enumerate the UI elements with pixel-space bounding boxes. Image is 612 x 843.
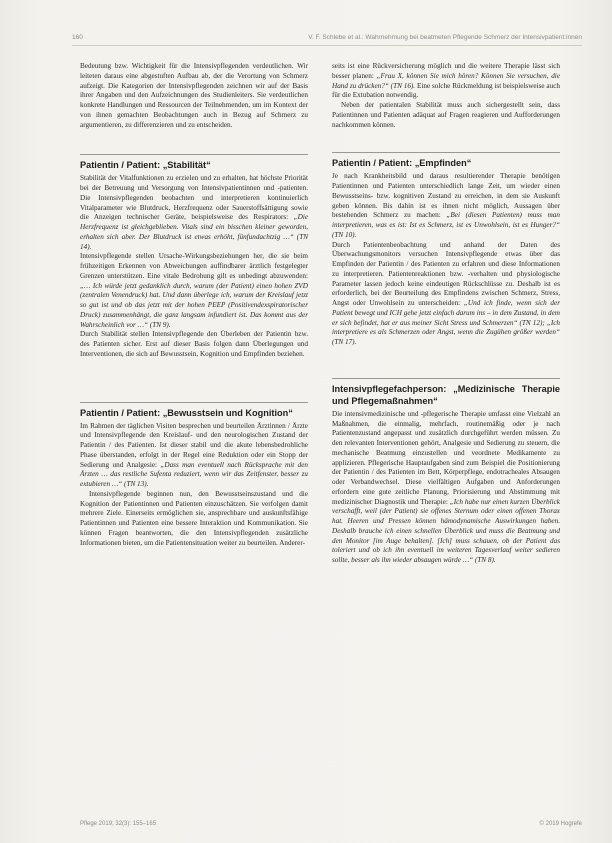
bewusstsein-quote-1: „Dass man eventuell nach Rücksprache mit den Ärzten … das restliche Sufenta reduziert, wenn wir das Zeitfenster, besser zu extubieren …“ (TN 13).	[80, 460, 308, 488]
empfinden-paragraph-1: Je nach Krankheitsbild und daraus resultierender Therapie benötigen Patientinnen und Patienten unterschiedlich lange Zeit, um wieder einen Bewusstseins- bzw. kognitiven Zustand zu erreichen, in dem sie Auskunft geben können. Bis dahin ist es ihnen nicht möglich, Aussagen über bestehenden Schmerz zu machen: „Bei (diesen Patienten) muss man interpretieren, was es ist: Ist es Schmerz, ist es Unwohlsein, ist es Hunger?“ (TN 10).	[332, 172, 560, 239]
right-column	[332, 62, 560, 566]
stabilitaet-quote-1: „Die Herzfrequenz ist gleichgeblieben. Vitals sind ein bisschen kleiner geworden, erhalten sich aber. Der Blutdruck ist etwas erhöht, fünfundachtzig …“ (TN 14).	[80, 213, 309, 251]
bewusstsein-paragraph-2: Intensivpflegende beginnen nun, den Bewusstseinszustand und die Kognition der Patientinnen und Patienten einzuschätzen. Sie verfolgen damit mehrere Ziele. Einerseits ermöglichen sie, ansprechbare und auskunftsfähige Patientinnen und Patienten eine bessere Interaktion und Kommunikation. Sie können Fragen beantworten, die den Intensivpflegenden zusätzliche Informationen bieten, um die Patientensituation weiter zu beurteilen. Anderer-	[80, 489, 308, 547]
bewusstsein-summary-paragraph: Neben der patientalen Stabilität muss auch sichergestellt sein, dass Patientinnen und Patienten adäquat auf Fragen reagieren und Aufforderungen nachkommen können.	[332, 101, 560, 129]
section-heading-bewusstsein: Patientin / Patient: „Bewusstsein und Kognition“	[80, 402, 308, 422]
left-column	[80, 62, 308, 548]
stabilitaet-quote-2: „… Ich würde jetzt gedanklich durch, warum (der Patient) einen hohen ZVD (zentralen Venendruck) hat. Und dann überlege ich, warum der Kreislauf jetzt so gut ist und ob das jetzt mit der hohen PEEP (Positivendexspiratorischer Druck) zusammenhängt, die ganz langsam infundiert ist. Das kommt aus der Wahrscheinlich vor …“ (TN 9).	[80, 281, 308, 329]
bewusstsein-paragraph-1: Im Rahmen der täglichen Visiten besprechen und beurteilen Ärztinnen / Ärzte und Intensivpflegende den Kreislauf- und den neurologischen Zustand der Patientin / des Patienten. Ist dieser stabil und die akute lebensbedrohliche Phase überstanden, erfolgt in der Regel eine Reduktion oder ein Stopp der Sedierung und Analgesie: „Dass man eventuell nach Rücksprache mit den Ärzten … das restliche Sufenta reduziert, wenn wir das Zeitfenster, besser zu extubieren …“ (TN 13).	[80, 421, 308, 488]
therapie-quote-1: „Ich habe nur einen kurzen Überblick verschafft, weil (der Patient) sie offenes Sternum oder einen offenen Thorax hat. Heeren und Pressen können hämodynamische Auswirkungen haben. Deshalb brauche ich einen schnellen Überblick und muss die Beatmung und den Monitor [im Auge behalten]. [Ich] muss schauen, ob der Patient das toleriert und ob ich ihn eventuell im weiteren Tagesverlauf weiter sedieren sollte, besser als ihn wieder absaugen würde …“ (TN 8).	[332, 497, 560, 564]
empfinden-paragraph-2: Durch Patientenbeobachtung und anhand der Daten des Überwachungsmonitors versuchen Intensivpflegende etwas über das Empfinden der Patientin / des Patienten zu erfahren und diese Informationen zu interpretieren. Patientenreaktionen bzw. -verhalten und physiologische Parameter lassen jedoch keine eindeutigen Rückschlüsse zu. Deshalb ist es erforderlich, bei der Beurteilung des Empfindens zwischen Schmerz, Stress, Angst oder Unwohlsein zu unterscheiden: „Und ich finde, wenn sich der Patient bewegt und ICH gehe jetzt einfach darum ins – in dem Zustand, in dem er sich befindet, hat er aus meiner Sicht Stress und Schmerzen“ (TN 12); „Ich interpretiere es als Schmerzen oder Angst, wenn die Zugühen größer werden“ (TN 17).	[332, 240, 561, 346]
empfinden-quote-2: „Und ich finde, wenn sich der Patient bewegt und ICH gehe jetzt einfach darum ins – in dem Zustand, in dem er sich befindet, hat er aus meiner Sicht Stress und Schmerzen“ (TN 12); „Ich interpretiere es als Schmerzen oder Angst, wenn die Zugühen größer werden“ (TN 17).	[332, 299, 561, 346]
footer-copyright: © 2019 Hogrefe	[539, 821, 582, 827]
page-number: 160	[72, 34, 83, 41]
running-title: V. F. Schlebe et al.: Wahrnehmung bei beatmeten Pflegende Schmerz der Intensivpatient:innen	[308, 34, 582, 41]
section-heading-therapie: Intensivpflegefachperson: „Medizinische Therapie und Pflegemaßnahmen“	[332, 378, 560, 410]
therapie-paragraph-1: Die intensivmedizinische und -pflegerische Therapie umfasst eine Vielzahl an Maßnahmen, die einmalig, mehrfach, routinemäßig oder je nach Patientenzustand angepasst und zusätzlich durchgeführt werden müssen. Zu den relevanten Interventionen gehört, Analgesie und Sedierung zu steuern, die mechanische Beatmung einzustellen und veordnete Medikamente zu applizieren. Pflegerische Hauptaufgaben sind zum Beispiel die Positionierung der Patientin / des Patienten im Bett, Körperpflege, endotracheales Absaugen oder Verbandwechsel. Diese vielfältigen Aufgaben und Anforderungen erfordern eine gute zeitliche Planung, Priorisierung und Abstimmung mit medizinischer Diagnostik und Therapie: „Ich habe nur einen kurzen Überblick verschafft, weil (der Patient) sie offenes Sternum oder einen offenen Thorax hat. Heeren und Pressen können hämodynamische Auswirkungen haben. Deshalb brauche ich einen schnellen Überblick und muss die Beatmung und den Monitor [im Auge behalten]. [Ich] muss schauen, ob der Patient das toleriert und ob ich ihn eventuell im weiteren Tagesverlauf weiter sedieren sollte, besser als ihn wieder absaugen würde …“ (TN 8).	[332, 409, 560, 564]
section-heading-empfinden: Patientin / Patient: „Empfinden“	[332, 152, 560, 172]
stabilitaet-paragraph-1: Stabilität der Vitalfunktionen zu erzielen und zu erhalten, hat höchste Priorität bei der Betreuung und Versorgung von Intensivpatientinnen und -patienten. Die Intensivpflegenden beobachten und interpretieren kontinuierlich Vitalparameter wie Blutdruck, Herzfrequenz oder Sauerstoffsättigung sowie die Anzeigen technischer Geräte, beispielsweise des Respirators: „Die Herzfrequenz ist gleichgeblieben. Vitals sind ein bisschen kleiner geworden, erhalten sich aber. Der Blutdruck ist etwas erhöht, fünfundachtzig …“ (TN 14).	[80, 174, 309, 251]
stabilitaet-paragraph-3: Durch Stabilität stellen Intensivpflegende den Überleben der Patientin bzw. des Patienten sicher. Erst auf dieser Basis folgen dann Überlegungen und Interventionen, die sich auf Bewusstsein, Kognition und Empfinden beziehen.	[80, 330, 308, 358]
section-heading-stabilitaet: Patientin / Patient: „Stabilität“	[80, 154, 308, 174]
bewusstsein-quote-2: „Frau X, können Sie mich hören? Können Sie versuchen, die Hand zu drücken?“ (TN 16).	[332, 71, 560, 90]
bewusstsein-continued-paragraph: seits ist eine Rückversicherung möglich und die weitere Therapie lässt sich besser planen: „Frau X, können Sie mich hören? Können Sie versuchen, die Hand zu drücken?“ (TN 16). Eine solche Rückmeldung ist beispielsweise auch für die Extubation notwendig.	[332, 62, 560, 100]
empfinden-quote-1: „Bei (diesen Patienten) muss man interpretieren, was es ist: Ist es Schmerz, ist es Unwohlsein, ist es Hunger?“ (TN 10).	[332, 211, 560, 239]
intro-paragraph: Bedeutung bzw. Wichtigkeit für die Intensivpflegenden verdeutlichen. Wir leiteten daraus eine abgestuften Aufbau ab, der die Verortung von Schmerz aufzeigt. Die Kategorien der Intensivpflegenden zeichnen wir auf der Basis ihrer Angaben und den Aufzeichnungen des Studienleiters. Sie verdeutlichen konkrete Handlungen und Ressourcen der Teilnehmenden, um im Kontext der von ihnen gemachten Beobachtungen auch in Bezug auf Schmerz zu argumentieren, zu differenzieren und zu entscheiden.	[80, 62, 308, 129]
footer-citation: Pflege 2019; 32(3): 155–165	[80, 821, 157, 827]
stabilitaet-paragraph-2: Intensivpflegende stellen Ursache-Wirkungsbeziehungen her, die sie beim frühzeitigen Erkennen von Abweichungen auffindbarer ärztlich festgelegter Grenzen unterstützen. Eine vitale Bedrohung gilt es unbedingt abzuwenden: „… Ich würde jetzt gedanklich durch, warum (der Patient) einen hohen ZVD (zentralen Venendruck) hat. Und dann überlege ich, warum der Kreislauf jetzt so gut ist und ob das jetzt mit der hohen PEEP (Positivendexspiratorischer Druck) zusammenhängt, die ganz langsam infundiert ist. Das kommt aus der Wahrscheinlich vor …“ (TN 9).	[80, 252, 308, 329]
header-rule	[72, 45, 582, 46]
